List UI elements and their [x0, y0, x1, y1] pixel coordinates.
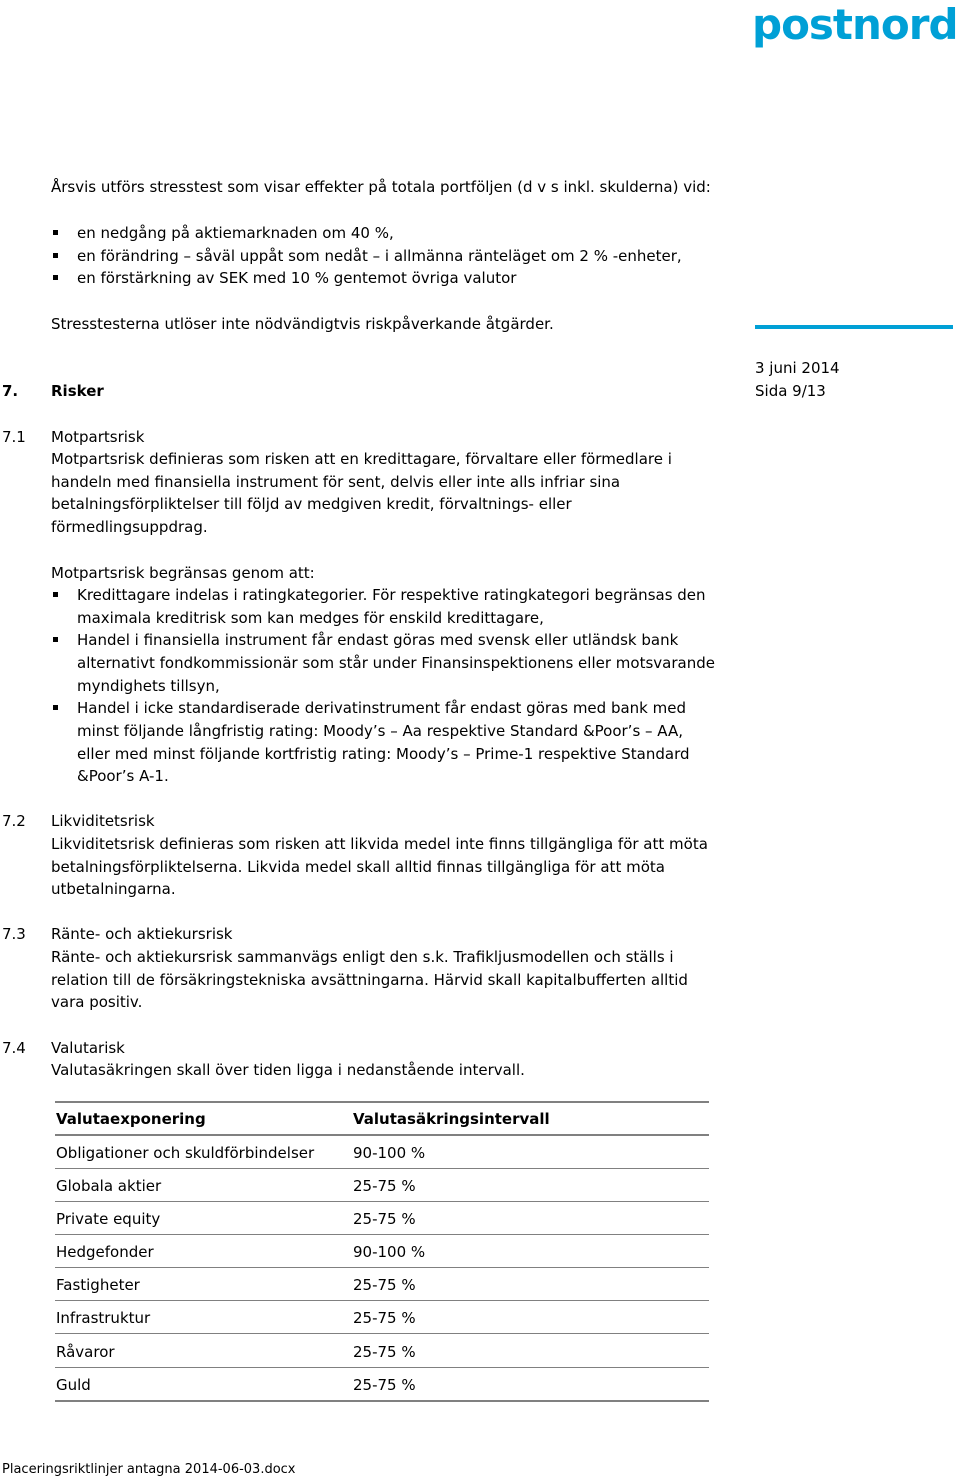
- table-rule: [55, 1234, 709, 1235]
- limit-bullet-line: myndighets tillsyn,: [77, 677, 220, 695]
- paragraph-line: betalningsförpliktelser till följd av medgiven kredit, förvaltnings- eller: [51, 495, 572, 513]
- stress-conclusion: Stresstesterna utlöser inte nödvändigtvis riskpåverkande åtgärder.: [51, 315, 554, 333]
- section-title: Risker: [51, 382, 104, 400]
- limit-bullet-line: Handel i finansiella instrument får endast göras med svensk eller utländsk bank: [77, 631, 679, 649]
- table-cell-interval: 25-75 %: [353, 1177, 416, 1195]
- table-cell-exposure: Private equity: [56, 1210, 161, 1228]
- limit-bullet-line: alternativt fondkommissionär som står under Finansinspektionens eller motsvarande: [77, 654, 715, 672]
- table-rule: [55, 1267, 709, 1268]
- paragraph-line: betalningsförpliktelserna. Likvida medel skall alltid finnas tillgängliga för att möta: [51, 858, 665, 876]
- intro-bullet: en förstärkning av SEK med 10 % gentemot övriga valutor: [77, 269, 517, 287]
- header-accent-bar: [755, 325, 953, 329]
- section-number: 7.: [2, 382, 19, 400]
- subsection-number: 7.2: [2, 812, 26, 830]
- table-header-exposure: Valutaexponering: [56, 1110, 206, 1128]
- table-rule: [55, 1168, 709, 1169]
- paragraph-line: relation till de försäkringstekniska avsättningarna. Härvid skall kapitalbufferten alltid: [51, 971, 688, 989]
- limit-bullet-line: maximala kreditrisk som kan medges för enskild kredittagare,: [77, 609, 544, 627]
- table-cell-interval: 25-75 %: [353, 1210, 416, 1228]
- intro-bullet: en nedgång på aktiemarknaden om 40 %,: [77, 224, 394, 242]
- table-rule: [55, 1101, 709, 1103]
- paragraph-line: handeln med finansiella instrument för sent, delvis eller inte alls infriar sina: [51, 473, 621, 491]
- bullet-icon: [53, 253, 58, 258]
- subsection-title: Motpartsrisk: [51, 428, 145, 446]
- subsection-title: Likviditetsrisk: [51, 812, 155, 830]
- limit-bullet-line: Kredittagare indelas i ratingkategorier. För respektive ratingkategori begränsas den: [77, 586, 706, 604]
- paragraph-line: utbetalningarna.: [51, 880, 176, 898]
- bullet-icon: [53, 637, 58, 642]
- paragraph-line: Motpartsrisk definieras som risken att en kredittagare, förvaltare eller förmedlare i: [51, 450, 672, 468]
- bullet-icon: [53, 705, 58, 710]
- table-cell-exposure: Obligationer och skuldförbindelser: [56, 1144, 315, 1162]
- table-cell-exposure: Globala aktier: [56, 1177, 162, 1195]
- paragraph-line: Likviditetsrisk definieras som risken att likvida medel inte finns tillgängliga för att möta: [51, 835, 708, 853]
- table-rule: [55, 1201, 709, 1202]
- paragraph-line: Ränte- och aktiekursrisk sammanvägs enligt den s.k. Trafikljusmodellen och ställs i: [51, 948, 674, 966]
- table-cell-exposure: Fastigheter: [56, 1276, 140, 1294]
- table-cell-interval: 25-75 %: [353, 1343, 416, 1361]
- subsection-number: 7.3: [2, 925, 26, 943]
- limit-bullet-line: Handel i icke standardiserade derivatinstrument får endast göras med bank med: [77, 699, 686, 717]
- bullet-icon: [53, 230, 58, 235]
- subsection-number: 7.4: [2, 1039, 26, 1057]
- table-rule: [55, 1400, 709, 1402]
- table-header-interval: Valutasäkringsintervall: [353, 1110, 550, 1128]
- intro-line: Årsvis utförs stresstest som visar effekter på totala portföljen (d v s inkl. skulderna) vid:: [51, 178, 711, 196]
- intro-bullet: en förändring – såväl uppåt som nedåt – i allmänna ränteläget om 2 % -enheter,: [77, 247, 682, 265]
- table-rule: [55, 1300, 709, 1301]
- paragraph-line: Valutasäkringen skall över tiden ligga i nedanstående intervall.: [51, 1061, 525, 1079]
- document-date: 3 juni 2014: [755, 359, 840, 377]
- table-cell-exposure: Infrastruktur: [56, 1309, 151, 1327]
- limit-intro: Motpartsrisk begränsas genom att:: [51, 564, 315, 582]
- limit-bullet-line: eller med minst följande kortfristig rating: Moody’s – Prime-1 respektive Standard: [77, 745, 690, 763]
- table-cell-interval: 25-75 %: [353, 1276, 416, 1294]
- table-rule: [55, 1367, 709, 1368]
- subsection-number: 7.1: [2, 428, 26, 446]
- footer-filename: Placeringsriktlinjer antagna 2014-06-03.docx: [2, 1462, 296, 1477]
- limit-bullet-line: minst följande långfristig rating: Moody’s – Aa respektive Standard &Poor’s – AA,: [77, 722, 684, 740]
- table-cell-exposure: Hedgefonder: [56, 1243, 154, 1261]
- bullet-icon: [53, 275, 58, 280]
- table-rule: [55, 1134, 709, 1136]
- table-cell-interval: 25-75 %: [353, 1376, 416, 1394]
- limit-bullet-line: &Poor’s A-1.: [77, 767, 169, 785]
- table-rule: [55, 1333, 709, 1334]
- paragraph-line: förmedlingsuppdrag.: [51, 518, 208, 536]
- subsection-title: Valutarisk: [51, 1039, 125, 1057]
- paragraph-line: vara positiv.: [51, 993, 143, 1011]
- page-number: Sida 9/13: [755, 382, 826, 400]
- table-cell-exposure: Råvaror: [56, 1343, 115, 1361]
- postnord-logo: postnord: [752, 0, 958, 49]
- table-cell-interval: 90-100 %: [353, 1144, 426, 1162]
- subsection-title: Ränte- och aktiekursrisk: [51, 925, 233, 943]
- bullet-icon: [53, 592, 58, 597]
- table-cell-interval: 25-75 %: [353, 1309, 416, 1327]
- table-cell-interval: 90-100 %: [353, 1243, 426, 1261]
- table-cell-exposure: Guld: [56, 1376, 91, 1394]
